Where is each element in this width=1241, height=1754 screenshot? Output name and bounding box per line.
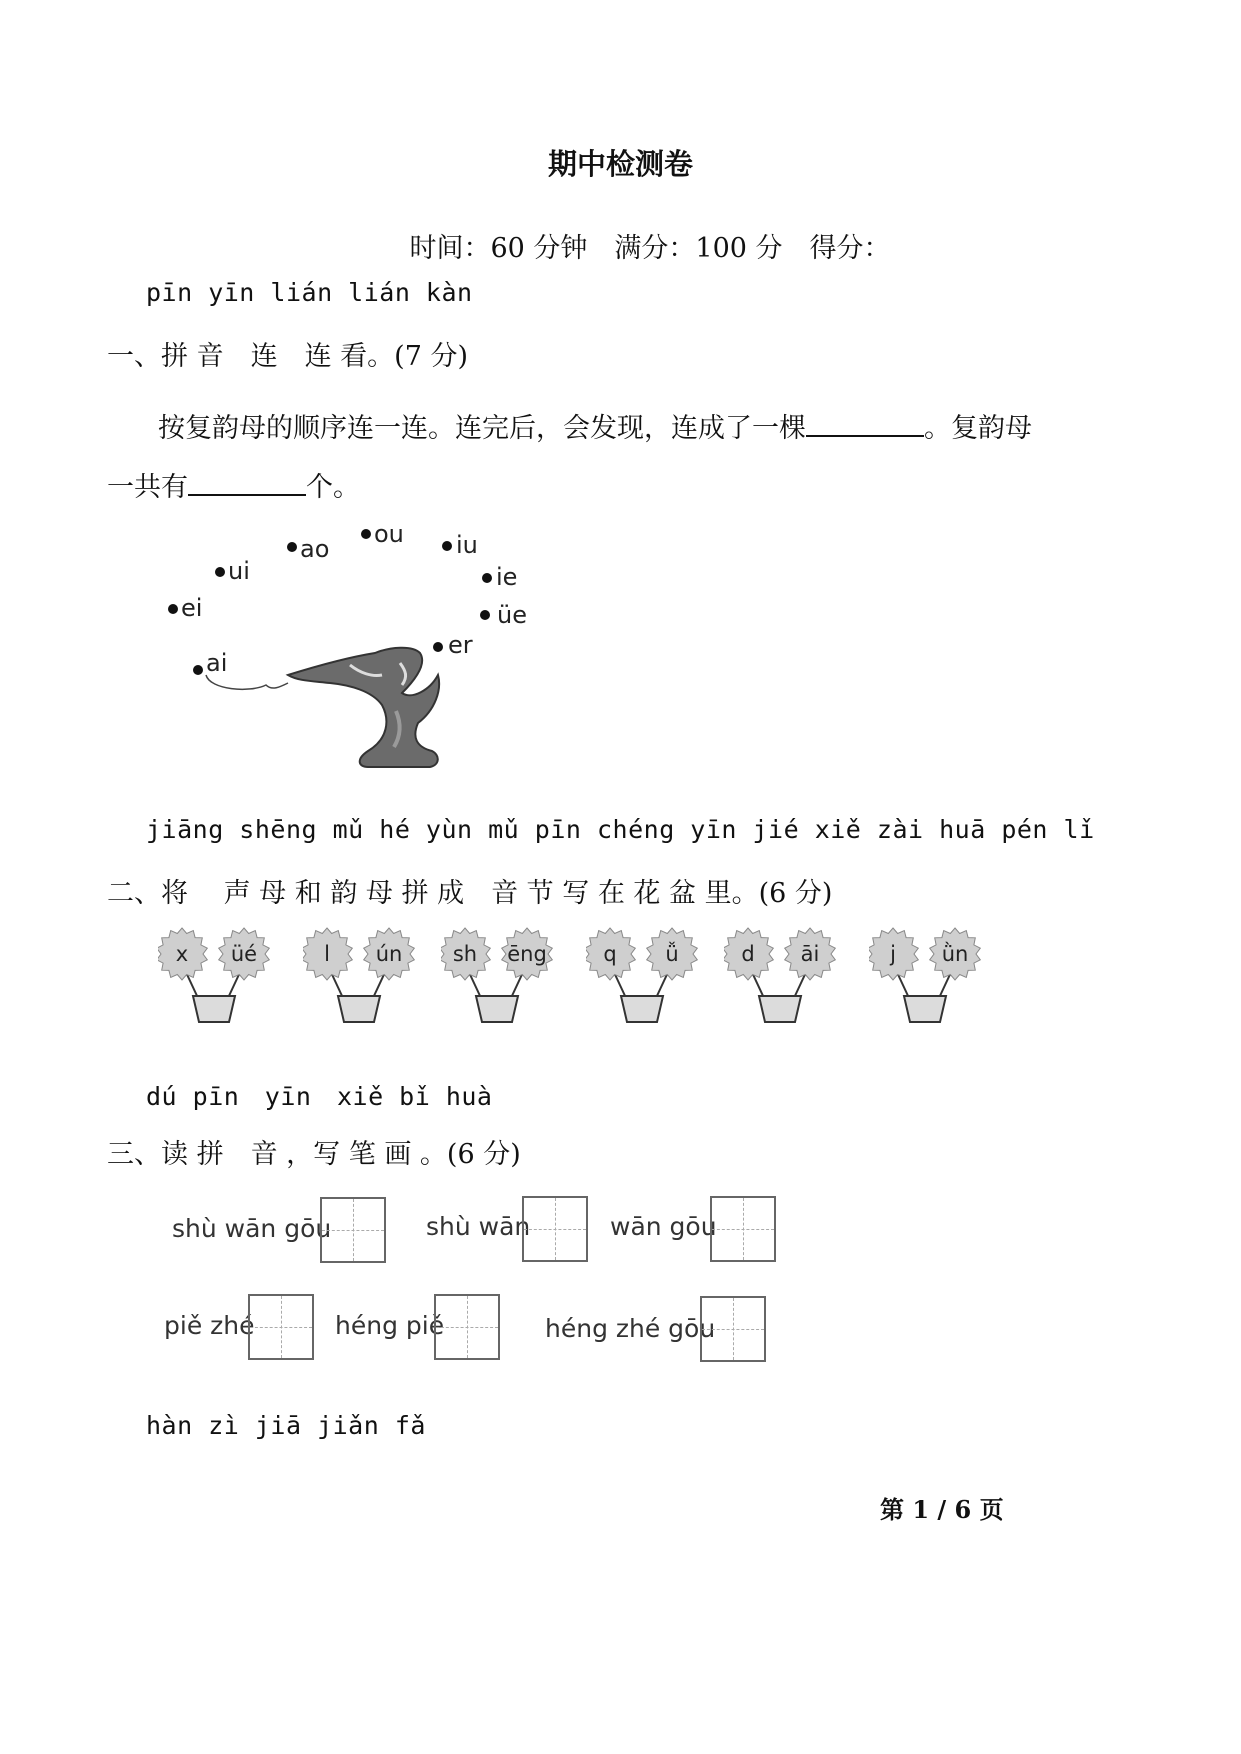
flower-pot-row xyxy=(0,918,1241,1033)
flower-final: ēng xyxy=(507,942,547,966)
question-text: 个。 xyxy=(306,472,360,503)
tree-trunk-icon xyxy=(206,648,439,767)
flower-final: üé xyxy=(230,942,258,966)
flower-pot-item xyxy=(158,918,273,1028)
dot[interactable] xyxy=(482,573,492,583)
flower-pot-answer[interactable] xyxy=(759,996,801,1022)
flower-final: āi xyxy=(800,942,820,966)
dot[interactable] xyxy=(361,529,371,539)
vowel-label: er xyxy=(448,631,473,659)
dot[interactable] xyxy=(442,541,452,551)
vowel-label: ai xyxy=(206,649,228,677)
flower-pot-answer[interactable] xyxy=(338,996,380,1022)
flower-initial: d xyxy=(741,942,755,966)
flower-pot-answer[interactable] xyxy=(193,996,235,1022)
flower-initial: q xyxy=(603,942,617,966)
dot[interactable] xyxy=(168,604,178,614)
question-text: 按复韵母的顺序连一连。连完后，会发现，连成了一棵 xyxy=(158,413,806,444)
flower-pot-item xyxy=(303,918,418,1028)
flower-pot-item xyxy=(724,918,839,1028)
flower-final: ǚ xyxy=(665,942,679,966)
tree-dot-illustration xyxy=(150,515,550,780)
stroke-label: shù wān gōu xyxy=(172,1214,332,1243)
writing-box[interactable] xyxy=(700,1296,766,1362)
section1-question-line1 xyxy=(158,406,1032,445)
page-title: 期中检测卷 xyxy=(547,147,693,181)
writing-box[interactable] xyxy=(522,1196,588,1262)
vowel-label: ie xyxy=(496,563,518,591)
dot[interactable] xyxy=(215,567,225,577)
section1-question-line2 xyxy=(107,465,360,504)
stroke-label: héng piě xyxy=(335,1311,445,1340)
flower-initial: sh xyxy=(452,942,478,966)
flower-initial: j xyxy=(890,942,896,966)
question-text: 一共有 xyxy=(107,472,188,503)
dot[interactable] xyxy=(193,665,203,675)
dot[interactable] xyxy=(287,542,297,552)
writing-box[interactable] xyxy=(710,1196,776,1262)
writing-box[interactable] xyxy=(434,1294,500,1360)
stroke-label: wān gōu xyxy=(610,1212,717,1241)
section1-heading: 一、拼 音 连 连 看。(7 分) xyxy=(107,341,468,372)
question-text: 。复韵母 xyxy=(924,413,1032,444)
section4-pinyin: hàn zì jiā jiǎn fǎ xyxy=(146,1411,426,1440)
dot[interactable] xyxy=(480,610,490,620)
stroke-label: shù wān xyxy=(426,1212,531,1241)
section2-pinyin: jiāng shēng mǔ hé yùn mǔ pīn chéng yīn jié xiě zài huā pén lǐ xyxy=(146,815,1095,844)
stroke-label: piě zhé xyxy=(164,1311,255,1340)
exam-info: 时间：60 分钟 满分：100 分 得分： xyxy=(409,233,891,264)
flower-pot-item xyxy=(586,918,701,1028)
stroke-label: héng zhé gōu xyxy=(545,1314,716,1343)
section3-pinyin: dú pīn yīn xiě bǐ huà xyxy=(146,1082,493,1111)
flower-pot-item xyxy=(869,918,984,1028)
answer-blank-tree[interactable] xyxy=(806,413,924,437)
flower-pot-answer[interactable] xyxy=(621,996,663,1022)
section2-heading: 二、将 声 母 和 韵 母 拼 成 音 节 写 在 花 盆 里。(6 分) xyxy=(107,878,833,909)
page-number: 第 1 / 6 页 xyxy=(880,1495,1004,1524)
flower-pot-answer[interactable] xyxy=(476,996,518,1022)
vowel-label: iu xyxy=(456,531,478,559)
section1-pinyin: pīn yīn lián lián kàn xyxy=(146,278,473,307)
flower-final: ǜn xyxy=(941,942,969,966)
flower-final: ún xyxy=(375,942,403,966)
flower-pot-answer[interactable] xyxy=(904,996,946,1022)
flower-initial: l xyxy=(324,942,330,966)
flower-initial: x xyxy=(175,942,189,966)
vowel-label: ei xyxy=(181,594,203,622)
answer-blank-count[interactable] xyxy=(188,472,306,496)
flower-pot-item xyxy=(441,918,556,1028)
writing-box[interactable] xyxy=(248,1294,314,1360)
dot[interactable] xyxy=(433,642,443,652)
vowel-label: ao xyxy=(300,535,330,563)
vowel-label: ou xyxy=(374,520,404,548)
writing-box[interactable] xyxy=(320,1197,386,1263)
vowel-label: üe xyxy=(497,601,527,629)
vowel-label: ui xyxy=(228,557,250,585)
section3-heading: 三、读 拼 音 ，写 笔 画 。(6 分) xyxy=(107,1139,521,1170)
